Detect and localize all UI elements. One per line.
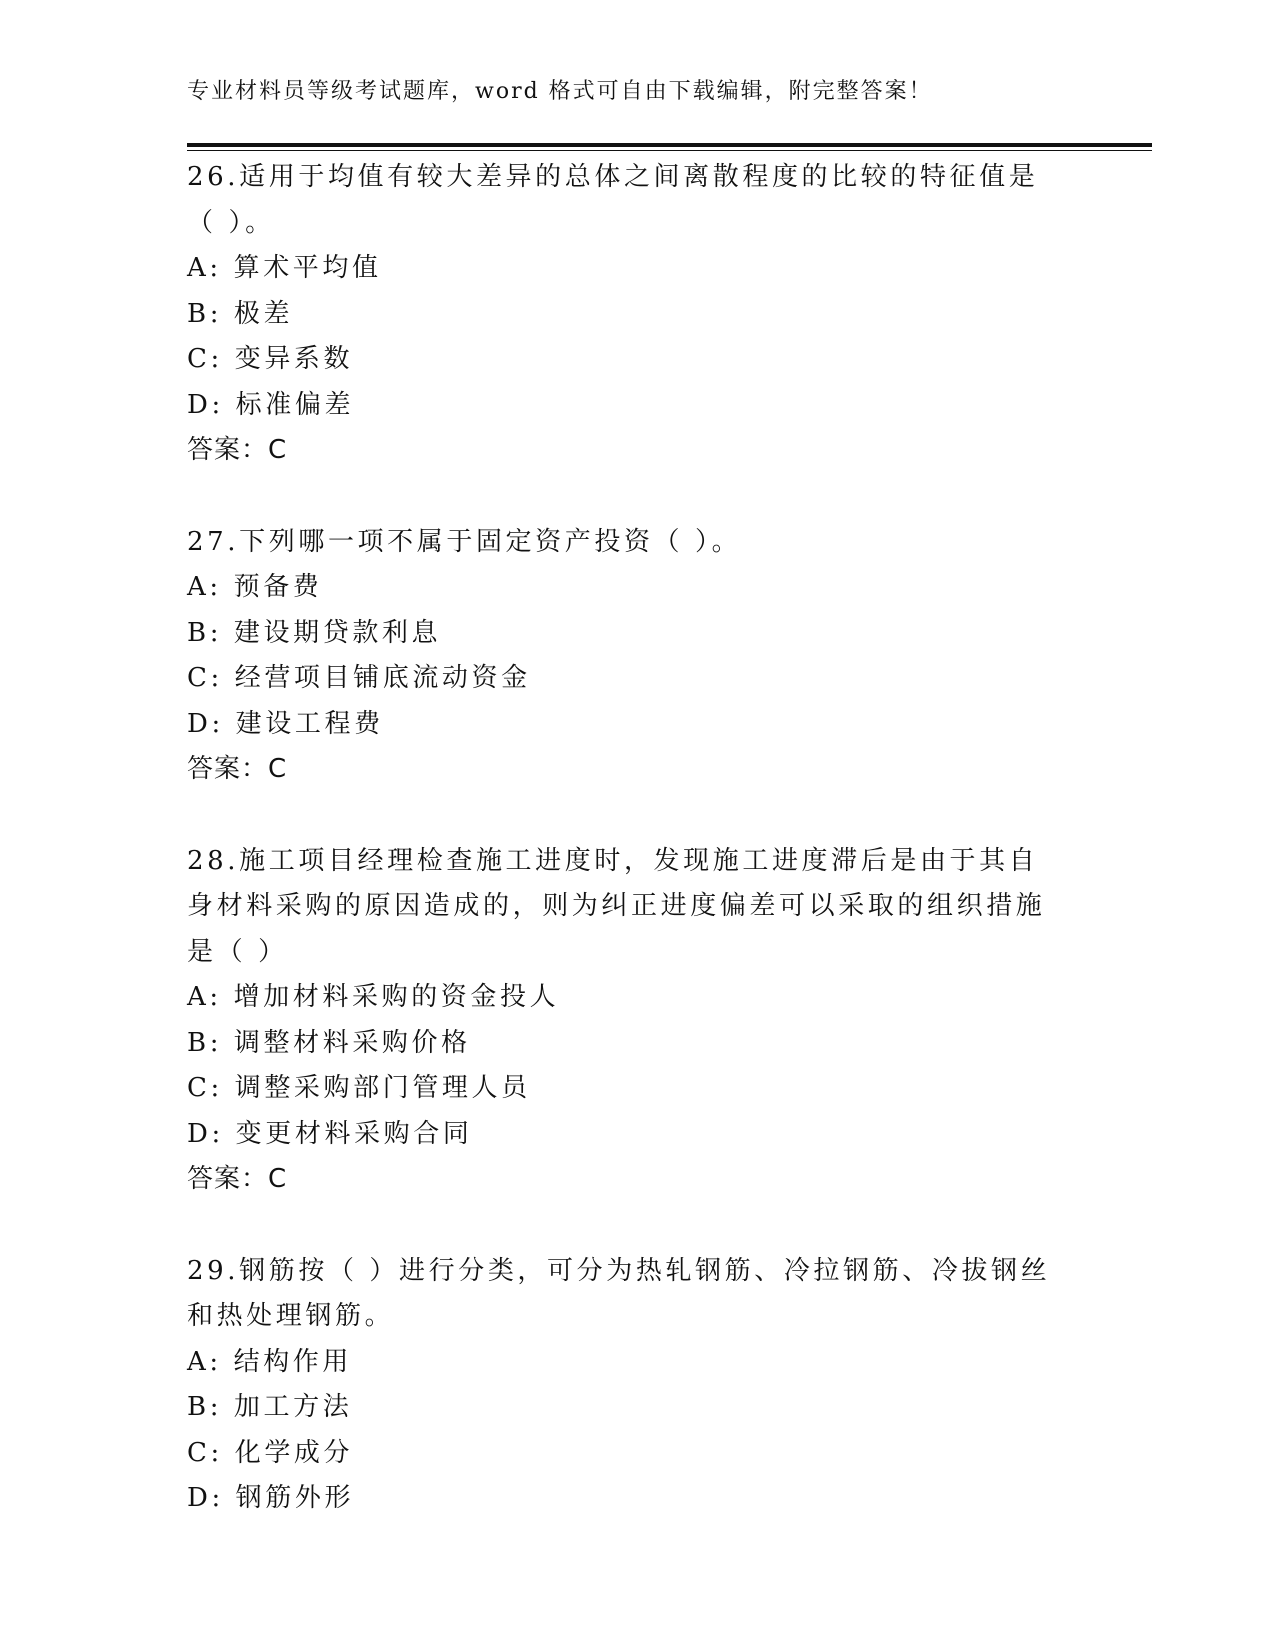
question-list bbox=[187, 155, 1087, 1522]
option-d: D: 标准偏差 bbox=[187, 389, 355, 420]
question-stem: 29.钢筋按（ ）进行分类，可分为热轧钢筋、冷拉钢筋、冷拔钢丝和热处理钢筋。 bbox=[187, 1255, 1051, 1331]
option-c: C: 调整采购部门管理人员 bbox=[187, 1073, 531, 1103]
option-b: B: 极差 bbox=[187, 298, 294, 329]
option-d: D: 变更材料采购合同 bbox=[187, 1118, 473, 1149]
answer: 答案：C bbox=[187, 754, 288, 784]
spacer bbox=[187, 474, 1087, 520]
header-rule-thin bbox=[187, 150, 1152, 151]
question-26 bbox=[187, 155, 1087, 474]
question-stem: 26.适用于均值有较大差异的总体之间离散程度的比较的特征值是（ ）。 bbox=[187, 162, 1039, 238]
question-27 bbox=[187, 520, 1087, 793]
question-stem: 28.施工项目经理检查施工进度时，发现施工进度滞后是由于其自身材料采购的原因造成的，则为纠正进度偏差可以采取的组织措施是（ ） bbox=[187, 845, 1046, 967]
option-a: A: 增加材料采购的资金投人 bbox=[187, 982, 560, 1012]
option-d: D: 钢筋外形 bbox=[187, 1483, 355, 1513]
page-header: 专业材料员等级考试题库，word 格式可自由下载编辑，附完整答案！ bbox=[187, 79, 933, 104]
option-c: C: 经营项目铺底流动资金 bbox=[187, 663, 531, 693]
option-b: B: 调整材料采购价格 bbox=[187, 1027, 471, 1058]
spacer bbox=[187, 793, 1087, 839]
option-a: A: 预备费 bbox=[187, 572, 323, 602]
option-c: C: 变异系数 bbox=[187, 344, 354, 374]
spacer bbox=[187, 1203, 1087, 1249]
option-a: A: 结构作用 bbox=[187, 1346, 353, 1377]
question-stem: 27.下列哪一项不属于固定资产投资（ ）。 bbox=[187, 526, 742, 557]
answer: 答案：C bbox=[187, 435, 288, 465]
question-28 bbox=[187, 839, 1087, 1203]
option-b: B: 建设期贷款利息 bbox=[187, 617, 442, 648]
option-b: B: 加工方法 bbox=[187, 1392, 353, 1422]
option-a: A: 算术平均值 bbox=[187, 253, 382, 283]
answer: 答案：C bbox=[187, 1164, 288, 1194]
header-rule-thick bbox=[187, 143, 1152, 147]
option-c: C: 化学成分 bbox=[187, 1437, 354, 1468]
option-d: D: 建设工程费 bbox=[187, 708, 384, 739]
question-29 bbox=[187, 1249, 1087, 1522]
